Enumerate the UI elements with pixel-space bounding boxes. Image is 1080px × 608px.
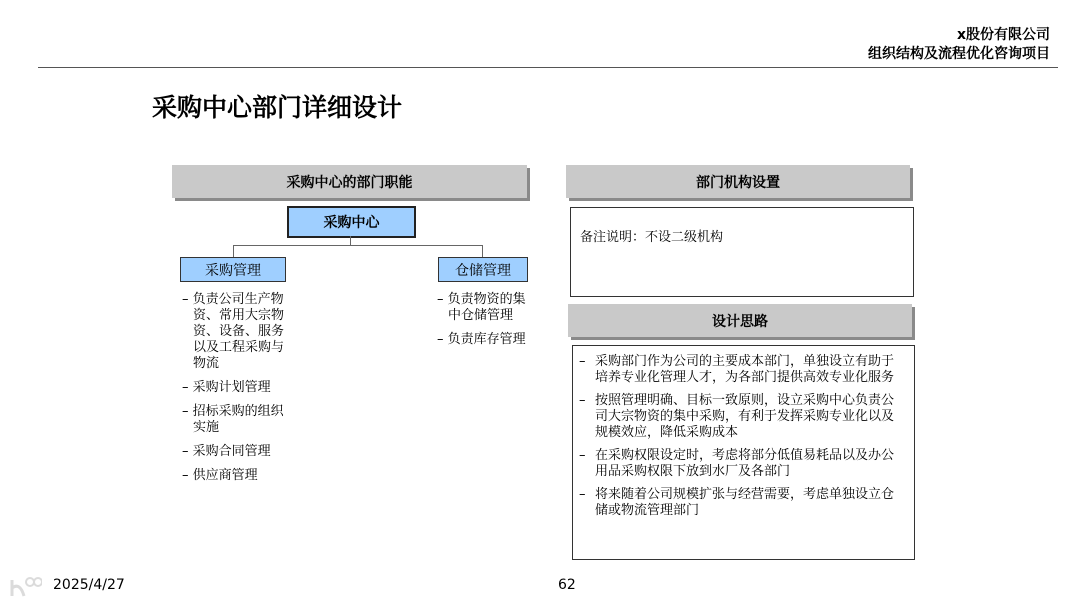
watermark-logo-icon: [8, 574, 42, 600]
connector: [482, 245, 483, 257]
project-name: 组织结构及流程优化咨询项目: [868, 46, 1050, 62]
list-item: – 采购计划管理: [182, 380, 287, 396]
org-box-warehouse: 仓储管理: [438, 257, 528, 282]
footer-date: 2025/4/27: [53, 577, 125, 593]
list-item: – 将来随着公司规模扩张与经营需要，考虑单独设立仓储或物流管理部门: [573, 487, 894, 519]
structure-note: 备注说明：不设二级机构: [580, 230, 724, 245]
structure-header: 部门机构设置: [566, 165, 910, 198]
page-number: 62: [558, 577, 576, 593]
connector: [233, 245, 483, 246]
thoughts-header: 设计思路: [568, 304, 912, 337]
list-item: – 采购合同管理: [182, 444, 287, 460]
company-name: x股份有限公司: [956, 27, 1050, 43]
list-item: – 在采购权限设定时，考虑将部分低值易耗品以及办公用品采购权限下放到水厂及各部门: [573, 448, 894, 480]
list-item: – 负责公司生产物资、常用大宗物资、设备、服务以及工程采购与物流: [182, 292, 287, 372]
list-item: – 采购部门作为公司的主要成本部门，单独设立有助于培养专业化管理人才，为各部门提供高效专业化服务: [573, 354, 894, 386]
structure-box: [570, 207, 914, 297]
header-divider: [38, 67, 1058, 68]
list-item: – 按照管理明确、目标一致原则，设立采购中心负责公司大宗物资的集中采购，有利于发挥采购专业化以及规模效应，降低采购成本: [573, 393, 894, 441]
list-item: – 负责库存管理: [437, 332, 532, 348]
company-header: [868, 26, 1050, 64]
list-item: – 招标采购的组织实施: [182, 404, 287, 436]
procurement-duties: [182, 292, 287, 492]
org-root-box: 采购中心: [287, 206, 416, 238]
list-item: – 负责物资的集中仓储管理: [437, 292, 532, 324]
thoughts-list: [573, 346, 914, 519]
list-item: – 供应商管理: [182, 468, 287, 484]
org-box-procurement: 采购管理: [180, 257, 286, 282]
warehouse-duties: [437, 292, 532, 356]
thoughts-box: [572, 345, 915, 560]
functions-header: 采购中心的部门职能: [172, 165, 527, 198]
connector: [233, 245, 234, 257]
page-title: 采购中心部门详细设计: [152, 93, 403, 122]
